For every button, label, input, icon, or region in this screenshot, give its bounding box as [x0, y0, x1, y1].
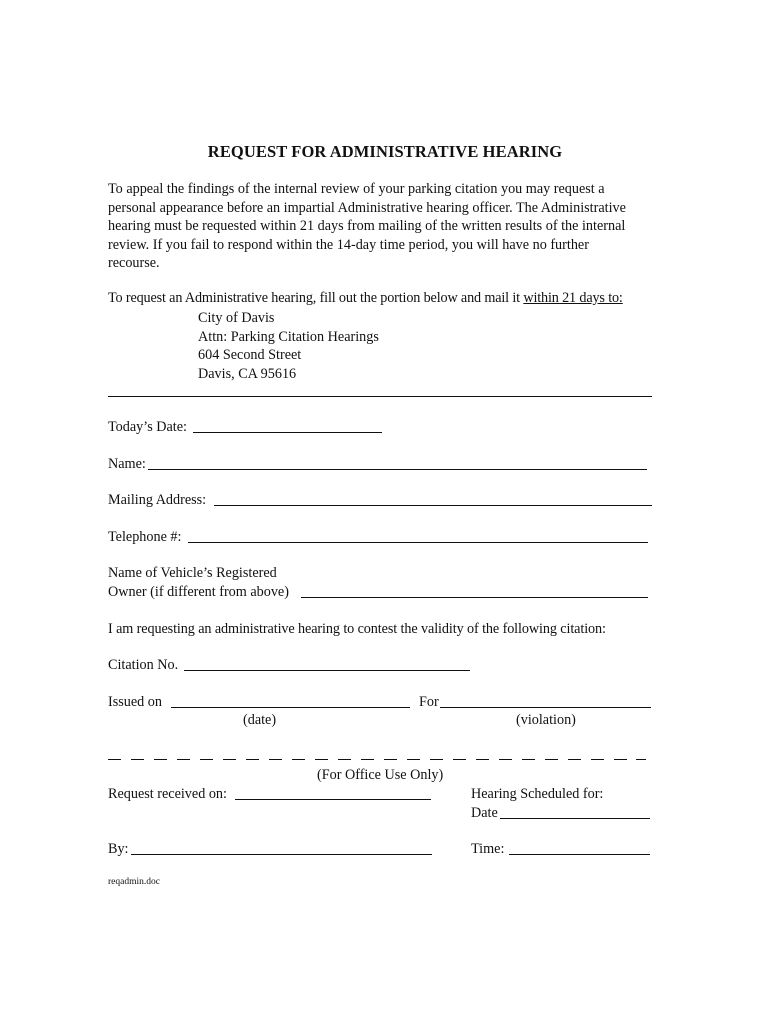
contest-statement: I am requesting an administrative hearing to contest the validity of the following citation: — [108, 621, 606, 637]
mail-instruction — [108, 290, 623, 307]
hearing-scheduled-label: Hearing Scheduled for: — [471, 786, 604, 802]
hearing-date-field[interactable] — [500, 818, 650, 819]
citation-no-label: Citation No. — [108, 657, 179, 673]
violation-caption: (violation) — [516, 712, 576, 728]
citation-no-field[interactable] — [184, 670, 470, 671]
owner-label-line2: Owner (if different from above) — [108, 584, 289, 600]
hearing-date-label: Date — [471, 805, 498, 821]
date-caption: (date) — [243, 712, 277, 728]
intro-line: To appeal the findings of the internal review of your parking citation you may request a — [108, 181, 605, 197]
intro-line: review. If you fail to respond within the 14-day time period, you will have no further — [108, 236, 589, 253]
registered-owner-field[interactable] — [301, 597, 648, 598]
mail-instruction-text: To request an Administrative hearing, fill out the portion below and mail it — [108, 290, 524, 306]
page-title: REQUEST FOR ADMINISTRATIVE HEARING — [207, 142, 563, 161]
intro-paragraph — [108, 180, 668, 273]
mailing-address-field[interactable] — [214, 505, 652, 506]
todays-date-field[interactable] — [193, 432, 382, 433]
address-line: City of Davis — [198, 310, 275, 326]
by-label: By: — [108, 841, 129, 857]
section-divider — [108, 396, 652, 397]
issued-on-label: Issued on — [108, 694, 162, 710]
mail-deadline: within 21 days to: — [523, 290, 623, 306]
time-field[interactable] — [509, 854, 650, 855]
violation-field[interactable] — [440, 707, 651, 708]
owner-label-line1: Name of Vehicle’s Registered — [108, 565, 277, 581]
request-received-field[interactable] — [235, 799, 431, 800]
intro-line: recourse. — [108, 255, 160, 272]
name-field[interactable] — [148, 469, 647, 470]
issued-on-field[interactable] — [171, 707, 410, 708]
intro-line: hearing must be requested within 21 days from mailing of the written results of the internal — [108, 218, 626, 235]
office-use-heading: (For Office Use Only) — [317, 767, 444, 783]
todays-date-label: Today’s Date: — [108, 419, 187, 435]
address-line: 604 Second Street — [198, 347, 302, 364]
address-line: Davis, CA 95616 — [198, 365, 297, 382]
address-line: Attn: Parking Citation Hearings — [198, 328, 379, 345]
document-filename: reqadmin.doc — [108, 877, 160, 887]
name-label: Name: — [108, 456, 146, 472]
request-received-label: Request received on: — [108, 786, 227, 802]
telephone-label: Telephone #: — [108, 529, 182, 545]
mailing-address-label: Mailing Address: — [108, 492, 207, 508]
for-label: For — [419, 694, 439, 710]
mailing-address-block — [198, 309, 758, 383]
by-field[interactable] — [131, 854, 432, 855]
time-label: Time: — [471, 841, 505, 857]
telephone-field[interactable] — [188, 542, 648, 543]
intro-line: personal appearance before an impartial Administrative hearing officer. The Administrative — [108, 199, 626, 216]
